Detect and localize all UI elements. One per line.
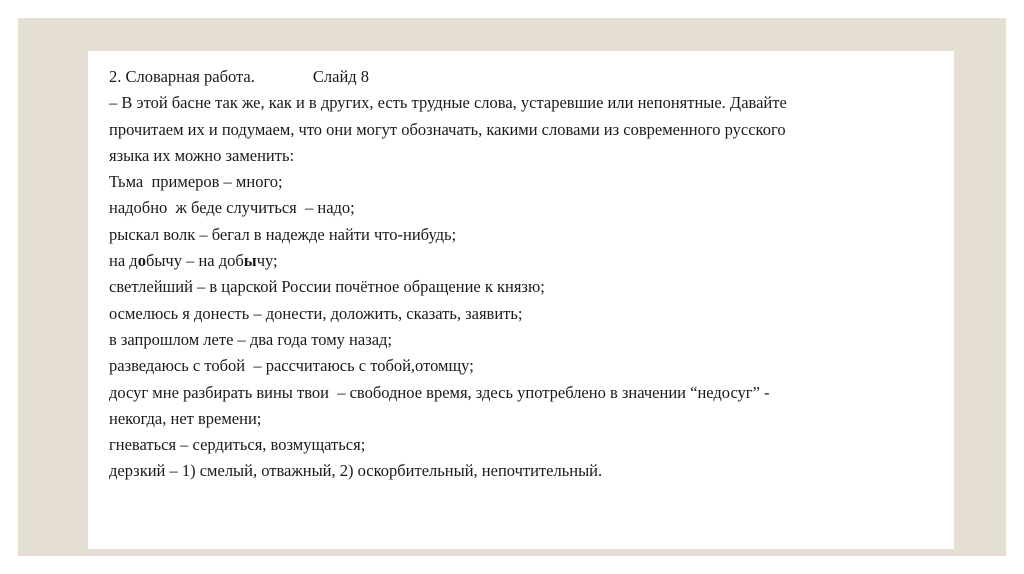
vocab-entry: разведаюсь с тобой – рассчитаюсь с тобой,отомщу; bbox=[109, 356, 474, 376]
section-heading bbox=[109, 64, 939, 90]
vocab-entry: светлейший – в царской России почётное обращение к князю; bbox=[109, 277, 545, 297]
text-line: – В этой басне так же, как и в других, есть трудные слова, устаревшие или непонятные. Давайте bbox=[109, 93, 787, 113]
text-line: языка их можно заменить: bbox=[109, 145, 295, 165]
vocab-entry: гневаться – сердиться, возмущаться; bbox=[109, 435, 366, 455]
document-text bbox=[109, 64, 939, 485]
vocab-entry: в запрошлом лете – два года тому назад; bbox=[109, 329, 393, 349]
section-title: 2. Словарная работа. bbox=[109, 67, 255, 86]
vocab-entry: дерзкий – 1) смелый, отважный, 2) оскорбительный, непочтительный. bbox=[109, 461, 603, 481]
vocab-entry: надобно ж беде случиться – надо; bbox=[109, 198, 355, 218]
slide-background bbox=[18, 18, 1006, 556]
vocab-entry: досуг мне разбирать вины твои – свободное время, здесь употреблено в значении “недосуг” - bbox=[109, 382, 770, 402]
slide-reference: Слайд 8 bbox=[312, 67, 370, 86]
vocab-entry: рыскал волк – бегал в надежде найти что-нибудь; bbox=[109, 224, 457, 244]
vocab-entry: некогда, нет времени; bbox=[109, 408, 262, 428]
stressed-vowel: о bbox=[137, 251, 146, 271]
document-page bbox=[88, 51, 954, 549]
text-line: прочитаем их и подумаем, что они могут обозначать, какими словами из современного русского bbox=[109, 119, 786, 139]
vocab-entry: осмелюсь я донесть – донести, доложить, сказать, заявить; bbox=[109, 303, 523, 323]
stressed-vowel: ы bbox=[243, 251, 257, 271]
vocab-entry-stress: на добычу – на добычу; bbox=[109, 251, 278, 271]
vocab-entry: Тьма примеров – много; bbox=[109, 172, 283, 192]
